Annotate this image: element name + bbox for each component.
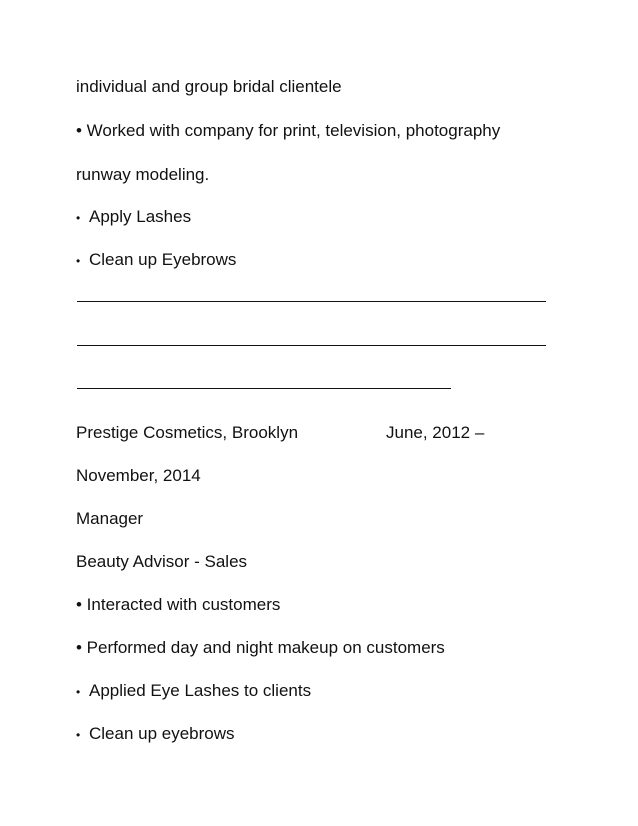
blank-rule-3 <box>77 388 451 389</box>
bullet-icon: • <box>76 211 81 225</box>
duty-interacted: • Interacted with customers <box>76 595 281 614</box>
text-line-clientele: individual and group bridal clientele <box>76 77 342 96</box>
job-title: Manager <box>76 509 144 528</box>
blank-rule-2 <box>77 345 546 346</box>
bullet-item-clean-eyebrows <box>76 250 236 271</box>
text-line-worked-with: • Worked with company for print, television, photography <box>76 121 501 140</box>
bullet-icon: • <box>76 685 81 699</box>
bullet-text: Clean up eyebrows <box>89 724 235 743</box>
duty-eyebrows <box>76 724 235 745</box>
text-line-runway: runway modeling. <box>76 165 210 184</box>
employer-line <box>76 423 536 443</box>
employer-name: Prestige Cosmetics, Brooklyn <box>76 423 299 442</box>
bullet-text: Applied Eye Lashes to clients <box>89 681 312 700</box>
bullet-text: Apply Lashes <box>89 207 192 226</box>
blank-rule-1 <box>77 301 546 302</box>
employment-end: November, 2014 <box>76 466 201 485</box>
job-role: Beauty Advisor - Sales <box>76 552 248 571</box>
bullet-item-apply-lashes <box>76 207 191 228</box>
bullet-icon: • <box>76 728 81 742</box>
bullet-icon: • <box>76 254 81 268</box>
bullet-text: Clean up Eyebrows <box>89 250 237 269</box>
employment-start: June, 2012 – <box>386 423 485 442</box>
duty-makeup: • Performed day and night makeup on customers <box>76 638 445 657</box>
duty-eye-lashes <box>76 681 311 702</box>
